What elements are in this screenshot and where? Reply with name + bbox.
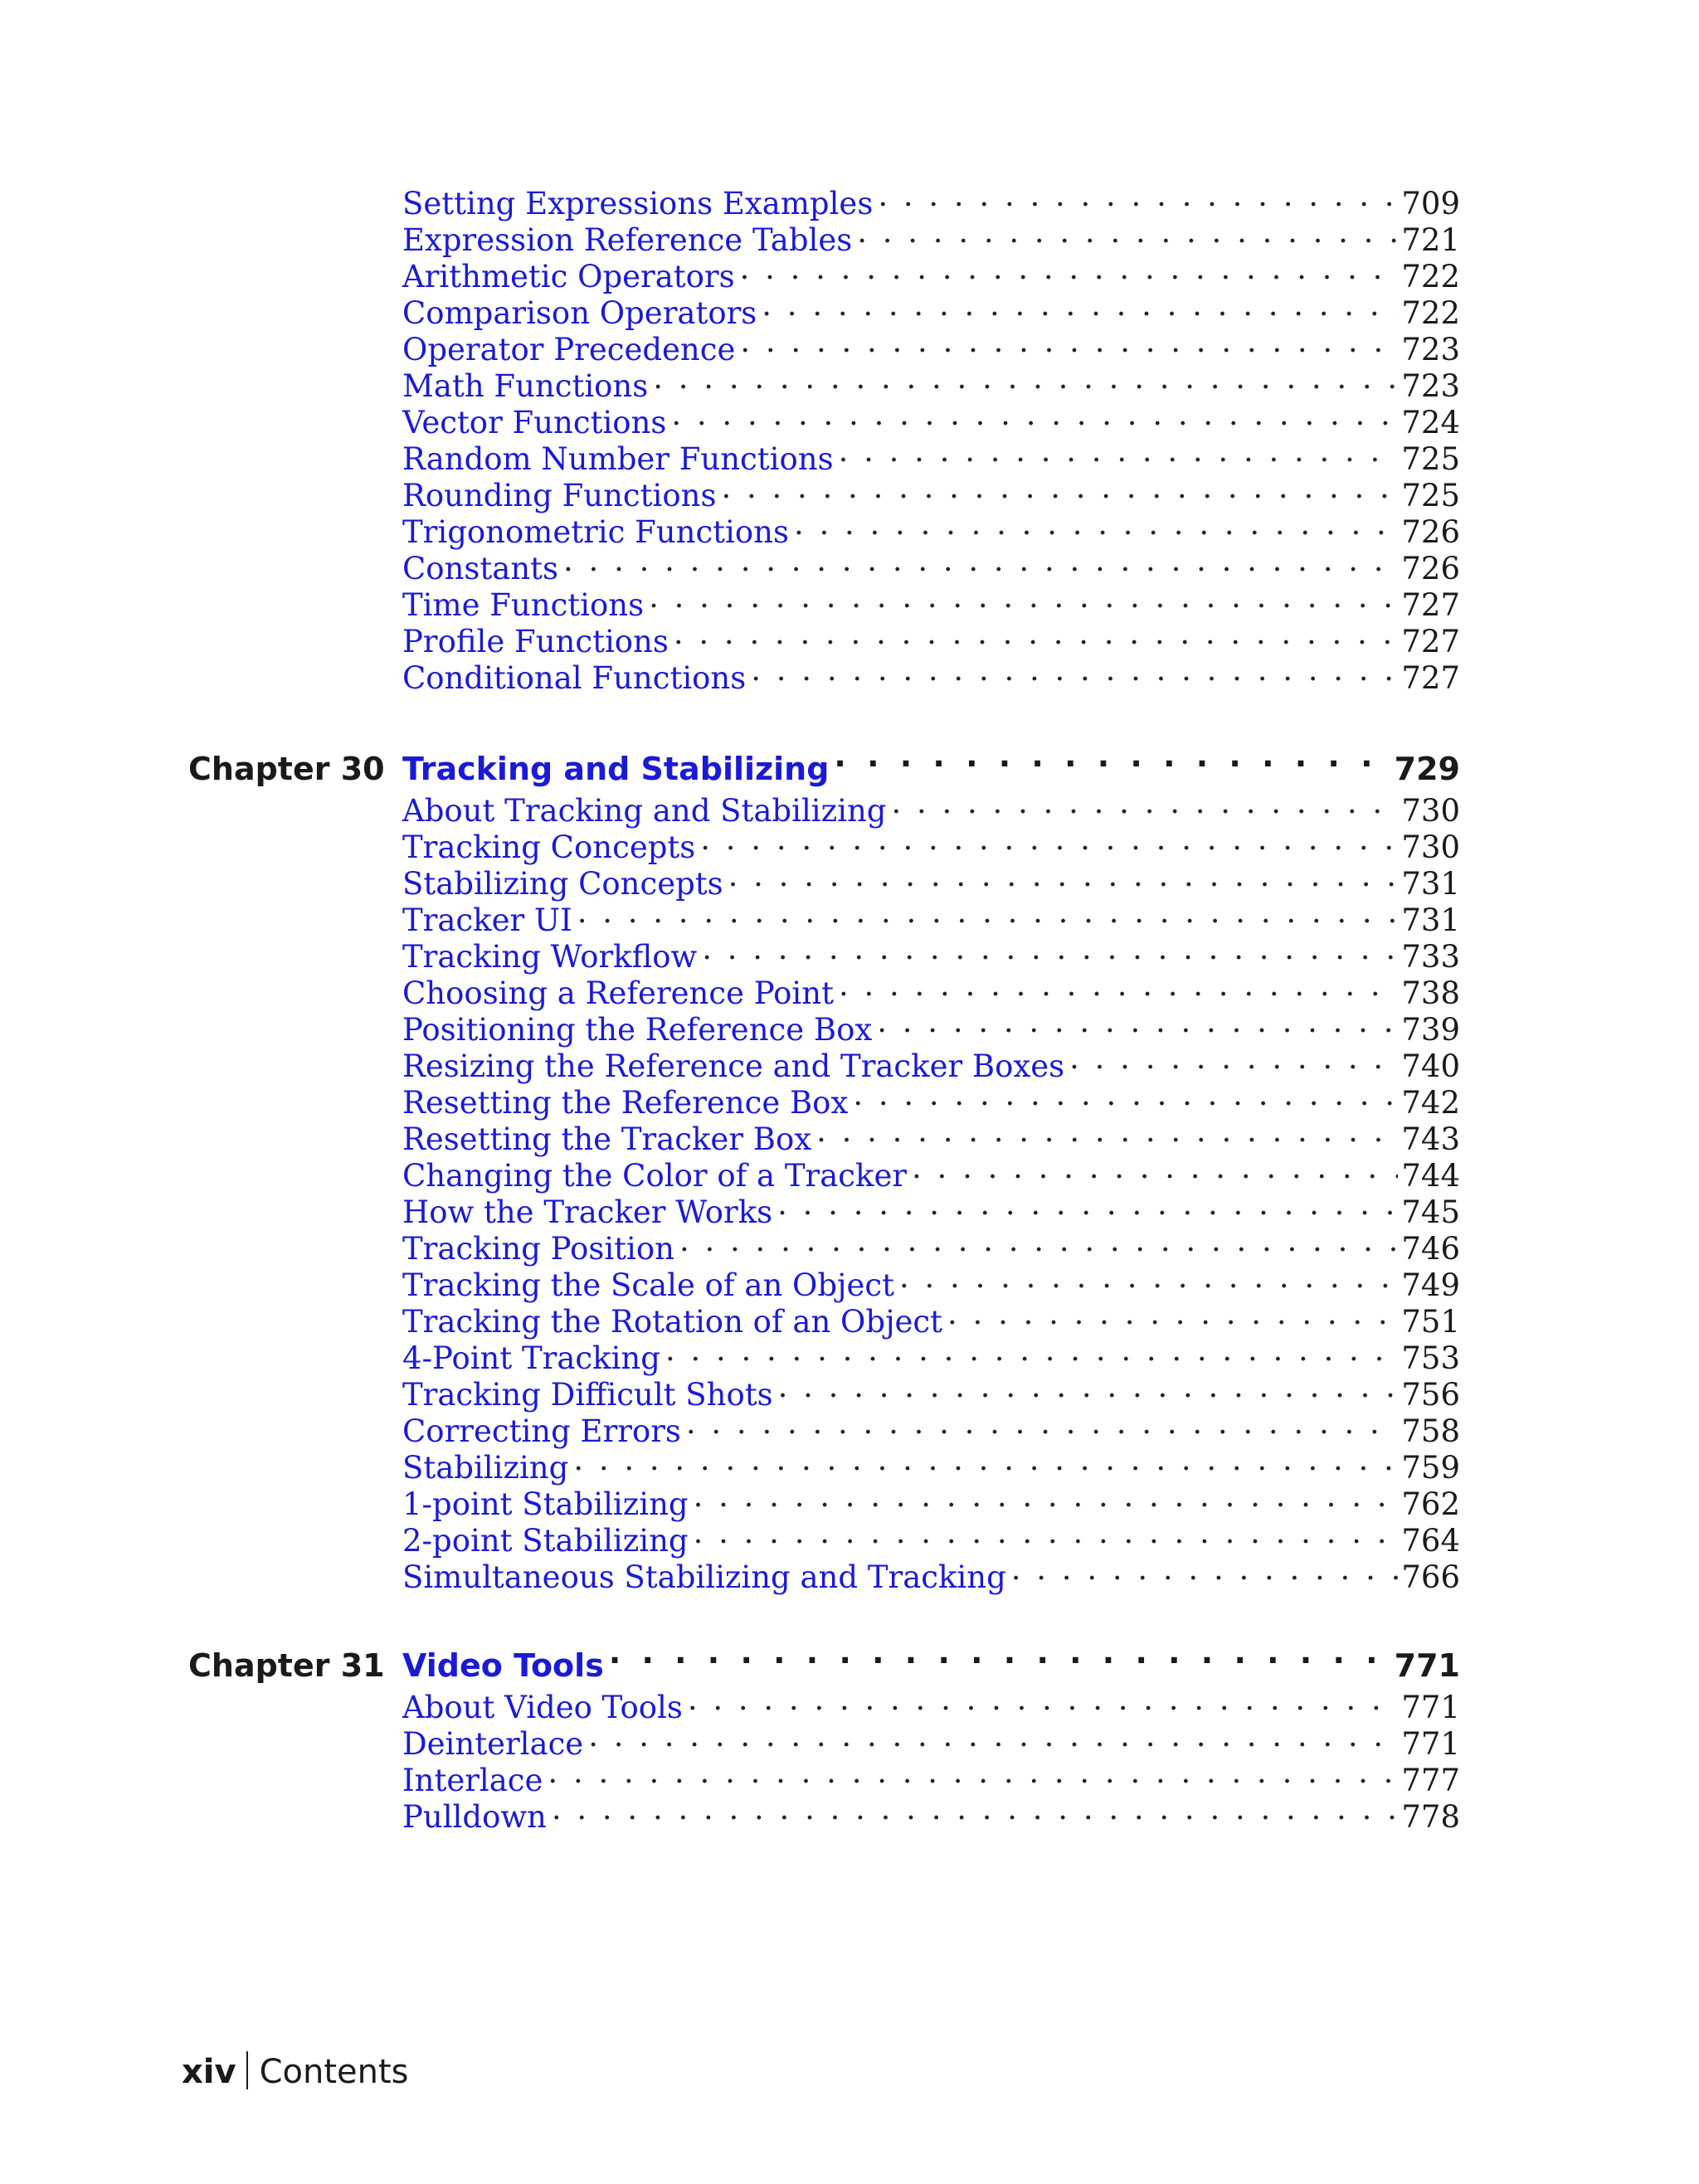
toc-entry-page: 777: [1398, 1763, 1460, 1799]
toc-entry-page: 725: [1398, 441, 1460, 478]
toc-entry-page: 727: [1398, 587, 1460, 624]
dot-leader: [679, 1223, 1398, 1259]
dot-leader: [671, 396, 1398, 433]
toc-entry[interactable]: [188, 1113, 1460, 1157]
toc-entry[interactable]: [188, 360, 1460, 404]
toc-entry-title[interactable]: Tracking the Rotation of an Object: [402, 1304, 943, 1340]
dot-leader: [588, 1718, 1398, 1754]
dot-leader: [878, 178, 1398, 214]
chapter-number: Chapter 30: [188, 751, 385, 787]
page-footer: [182, 2049, 409, 2095]
toc-entry-page: 725: [1398, 478, 1460, 514]
toc-entry-title[interactable]: Vector Functions: [402, 405, 667, 440]
dot-leader: [891, 785, 1398, 821]
dot-leader: [694, 1478, 1399, 1515]
toc-entry-title[interactable]: Constants: [402, 551, 559, 586]
dot-leader: [777, 1186, 1398, 1223]
toc-entry-title[interactable]: Arithmetic Operators: [402, 259, 735, 294]
toc-entry-page: 731: [1398, 866, 1460, 902]
chapter-number: Chapter 31: [188, 1647, 385, 1684]
toc-entry[interactable]: [188, 785, 1460, 829]
toc-entry[interactable]: [188, 858, 1460, 902]
toc-entry-title[interactable]: Interlace: [402, 1763, 543, 1798]
toc-entry-page: 733: [1398, 939, 1460, 975]
toc-entry[interactable]: [188, 652, 1460, 696]
toc-entry-page: 744: [1398, 1158, 1460, 1194]
toc-entry-page: 745: [1398, 1194, 1460, 1231]
toc-entry[interactable]: [188, 1186, 1460, 1230]
page-folio: xiv: [182, 2053, 236, 2091]
toc-entry-page: 730: [1398, 793, 1460, 829]
dot-leader: [609, 1628, 1391, 1676]
dot-leader: [548, 1754, 1398, 1791]
toc-entry-title[interactable]: Simultaneous Stabilizing and Tracking: [402, 1559, 1006, 1595]
toc-entry-title[interactable]: Stabilizing Concepts: [402, 866, 723, 902]
chapter-31-section: [188, 1628, 1460, 1684]
toc-entry-title[interactable]: Math Functions: [402, 368, 649, 404]
toc-entry[interactable]: [188, 287, 1460, 331]
toc-entry-page: 766: [1398, 1559, 1460, 1596]
dot-leader: [839, 967, 1398, 1004]
toc-entry-title[interactable]: Comparison Operators: [402, 295, 757, 331]
toc-entry-title[interactable]: Choosing a Reference Point: [402, 975, 834, 1011]
toc-entry-page: 749: [1398, 1267, 1460, 1304]
chapter-30-entries: [188, 785, 1460, 1595]
toc-entry-title[interactable]: Tracking the Scale of an Object: [402, 1267, 895, 1303]
dot-leader: [721, 469, 1398, 506]
chapter-title[interactable]: Tracking and Stabilizing: [402, 751, 830, 787]
dot-leader: [688, 1681, 1399, 1718]
toc-entry[interactable]: [188, 1332, 1460, 1376]
toc-entry-title[interactable]: Resetting the Tracker Box: [402, 1121, 812, 1157]
toc-entry-page: 722: [1398, 295, 1460, 332]
dot-leader: [1011, 1551, 1399, 1588]
dot-leader: [839, 433, 1399, 469]
toc-entry[interactable]: [188, 1551, 1460, 1595]
toc-entry-page: 740: [1398, 1048, 1460, 1085]
dot-leader: [740, 251, 1399, 287]
toc-entry[interactable]: [188, 178, 1460, 221]
dot-leader: [577, 894, 1399, 931]
toc-entry[interactable]: [188, 396, 1460, 440]
toc-entry[interactable]: [188, 821, 1460, 865]
dot-leader: [1069, 1040, 1398, 1077]
toc-entry-page: 778: [1398, 1799, 1460, 1836]
toc-entry[interactable]: [188, 894, 1460, 938]
dot-leader: [700, 821, 1398, 858]
toc-entry-page: 730: [1398, 829, 1460, 866]
toc-entry-page: 721: [1398, 222, 1460, 259]
toc-entry-title[interactable]: 1-point Stabilizing: [402, 1486, 689, 1522]
toc-entry-title[interactable]: About Tracking and Stabilizing: [402, 793, 887, 829]
toc-entry-page: 722: [1398, 259, 1460, 295]
dot-leader: [653, 360, 1398, 396]
dot-leader: [762, 287, 1398, 323]
toc-entry-title[interactable]: Profile Functions: [402, 624, 669, 659]
toc-entry-title[interactable]: Tracker UI: [402, 902, 572, 938]
toc-entry-title[interactable]: Conditional Functions: [402, 660, 747, 696]
toc-entry-title[interactable]: Tracking Position: [402, 1231, 674, 1267]
toc-entry-title[interactable]: Setting Expressions Examples: [402, 186, 874, 221]
dot-leader: [853, 1077, 1398, 1113]
toc-entry-title[interactable]: Deinterlace: [402, 1726, 584, 1762]
toc-entry-title[interactable]: Correcting Errors: [402, 1413, 681, 1449]
toc-entry-title[interactable]: Resetting the Reference Box: [402, 1085, 849, 1121]
toc-entry-page: 764: [1398, 1523, 1460, 1559]
toc-entry-page: 746: [1398, 1231, 1460, 1267]
dot-leader: [947, 1296, 1398, 1332]
toc-entry-page: 726: [1398, 551, 1460, 587]
toc-entry-title[interactable]: Random Number Functions: [402, 441, 834, 477]
dot-leader: [665, 1332, 1398, 1369]
dot-leader: [834, 732, 1390, 780]
toc-entry-page: 771: [1398, 1726, 1460, 1763]
toc-entry-page: 758: [1398, 1413, 1460, 1450]
dot-leader: [649, 579, 1398, 615]
toc-entry[interactable]: [188, 251, 1460, 294]
toc-entry-page: 743: [1398, 1121, 1460, 1158]
toc-entry-page: 739: [1398, 1012, 1460, 1048]
toc-entry-title[interactable]: Resizing the Reference and Tracker Boxes: [402, 1048, 1065, 1084]
toc-entry[interactable]: [188, 579, 1460, 623]
chapter-heading[interactable]: [188, 1628, 1460, 1684]
dot-leader: [728, 858, 1399, 894]
chapter-30-section: [188, 732, 1460, 787]
toc-entry-page: 742: [1398, 1085, 1460, 1121]
dot-leader: [674, 615, 1398, 652]
toc-entry[interactable]: [188, 931, 1460, 975]
toc-entry-page: 759: [1398, 1450, 1460, 1486]
chapter-page: 771: [1391, 1642, 1460, 1690]
dot-leader: [912, 1150, 1398, 1186]
dot-leader: [686, 1405, 1398, 1442]
toc-entry[interactable]: [188, 967, 1460, 1011]
toc-entry-page: 762: [1398, 1486, 1460, 1523]
dot-leader: [899, 1259, 1398, 1296]
toc-entry-title[interactable]: Operator Precedence: [402, 332, 736, 367]
toc-entry[interactable]: [188, 469, 1460, 513]
toc-entry[interactable]: [188, 1150, 1460, 1194]
toc-entry[interactable]: [188, 1442, 1460, 1486]
toc-entry-title[interactable]: Time Functions: [402, 587, 645, 623]
dot-leader: [751, 652, 1398, 688]
toc-entry[interactable]: [188, 1754, 1460, 1798]
chapter-page: 729: [1391, 745, 1460, 793]
dot-leader: [740, 323, 1398, 360]
toc-entry-page: 724: [1398, 405, 1460, 441]
chapter-heading[interactable]: [188, 732, 1460, 787]
toc-entry-title[interactable]: Expression Reference Tables: [402, 222, 853, 258]
chapter-title[interactable]: Video Tools: [402, 1647, 604, 1684]
dot-leader: [778, 1369, 1399, 1405]
toc-entry-title[interactable]: Changing the Color of a Tracker: [402, 1158, 908, 1194]
footer-divider: [246, 2051, 248, 2089]
toc-continued-section: [188, 178, 1460, 696]
toc-entry-page: 727: [1398, 624, 1460, 660]
dot-leader: [816, 1113, 1398, 1150]
toc-entry-page: 753: [1398, 1340, 1460, 1377]
toc-entry-title[interactable]: Tracking Difficult Shots: [402, 1377, 773, 1413]
toc-entry-title[interactable]: Stabilizing: [402, 1450, 569, 1486]
toc-entry-title[interactable]: About Video Tools: [402, 1690, 683, 1725]
toc-entry[interactable]: [188, 1681, 1460, 1725]
toc-entry-page: 709: [1398, 186, 1460, 222]
dot-leader: [857, 214, 1398, 251]
toc-entry-page: 738: [1398, 975, 1460, 1012]
dot-leader: [877, 1004, 1398, 1040]
toc-entry-title[interactable]: Tracking Workflow: [402, 939, 698, 975]
toc-entry-title[interactable]: Pulldown: [402, 1799, 547, 1835]
dot-leader: [563, 542, 1398, 579]
toc-entry-page: 771: [1398, 1690, 1460, 1726]
toc-entry[interactable]: [188, 433, 1460, 477]
toc-entry-title[interactable]: How the Tracker Works: [402, 1194, 773, 1230]
toc-entry-page: 723: [1398, 332, 1460, 368]
dot-leader: [573, 1442, 1398, 1478]
toc-entry[interactable]: [188, 542, 1460, 586]
dot-leader: [552, 1791, 1399, 1827]
chapter-31-entries: [188, 1681, 1460, 1835]
toc-entry-page: 731: [1398, 902, 1460, 939]
toc-entry[interactable]: [188, 1791, 1460, 1835]
toc-entry-title[interactable]: Positioning the Reference Box: [402, 1012, 873, 1048]
toc-entry[interactable]: [188, 323, 1460, 367]
toc-entry-title[interactable]: 4-Point Tracking: [402, 1340, 660, 1376]
toc-entry[interactable]: [188, 1478, 1460, 1522]
dot-leader: [694, 1515, 1399, 1551]
toc-entry-page: 726: [1398, 514, 1460, 551]
toc-entry-page: 723: [1398, 368, 1460, 405]
toc-entry-title[interactable]: Tracking Concepts: [402, 829, 696, 865]
dot-leader: [702, 931, 1398, 967]
toc-entry-title[interactable]: Trigonometric Functions: [402, 514, 789, 550]
toc-entry[interactable]: [188, 1369, 1460, 1413]
toc-entry[interactable]: [188, 1515, 1460, 1559]
dot-leader: [794, 506, 1398, 542]
toc-entry[interactable]: [188, 506, 1460, 550]
toc-entry-title[interactable]: Rounding Functions: [402, 478, 717, 513]
toc-entry-page: 756: [1398, 1377, 1460, 1413]
toc-entry-page: 727: [1398, 660, 1460, 697]
toc-entry-title[interactable]: 2-point Stabilizing: [402, 1523, 689, 1559]
toc-entry[interactable]: [188, 615, 1460, 659]
toc-entry[interactable]: [188, 1405, 1460, 1449]
footer-section: Contents: [259, 2053, 409, 2091]
toc-entry[interactable]: [188, 1718, 1460, 1762]
toc-entry[interactable]: [188, 1259, 1460, 1303]
toc-entry[interactable]: [188, 1223, 1460, 1267]
toc-entry-page: 751: [1398, 1304, 1460, 1340]
